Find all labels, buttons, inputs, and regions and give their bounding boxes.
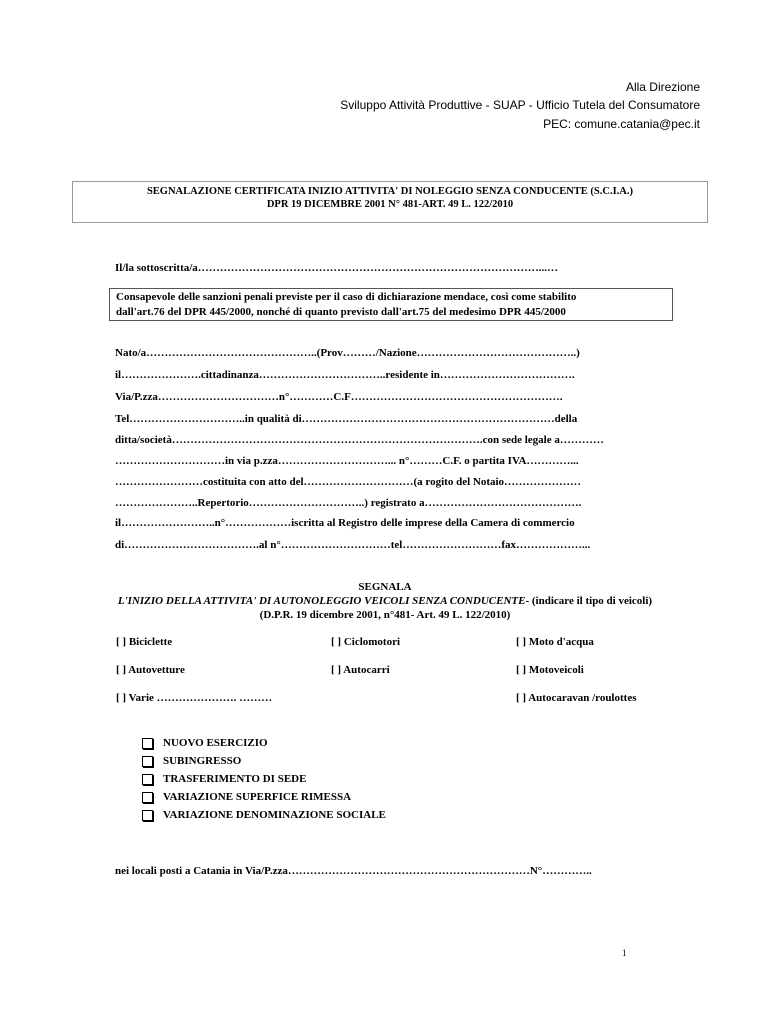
checkbox-label: TRASFERIMENTO DI SEDE [163,773,307,785]
checkbox-label: NUOVO ESERCIZIO [163,737,268,749]
option-biciclette[interactable]: [ ] Biciclette [116,636,173,648]
checkbox-item[interactable] [142,773,306,785]
document-title-line-1: SEGNALAZIONE CERTIFICATA INIZIO ATTIVITA' DI NOLEGGIO SENZA CONDUCENTE (S.C.I.A.) [146,186,634,197]
declaration-box [109,288,673,321]
option-motoveicoli[interactable]: [ ] Motoveicoli [516,664,584,676]
declaration-line-2: dall'art.76 del DPR 445/2000, nonché di quanto previsto dall'art.75 del medesimo DPR 445/2000 [116,306,566,318]
field-line: Via/P.zza……………………………n°…………C.F…………………………………………………. [115,391,563,403]
checkbox-square-icon[interactable] [142,756,153,767]
field-line: il………………….cittadinanza……………………………..residente in………………………………. [115,369,575,381]
field-line: …………………………in via p.zza…………………………... n°………C.F. o partita IVA…………... [115,455,579,467]
segnala-reference: (D.P.R. 19 dicembre 2001, n°481- Art. 49 L. 122/2010) [259,609,511,621]
checkbox-square-icon[interactable] [142,774,153,785]
checkbox-item[interactable] [142,791,351,803]
document-title-line-2: DPR 19 DICEMBRE 2001 N° 481-ART. 49 L. 122/2010 [266,199,514,210]
checkbox-item[interactable] [142,737,268,749]
undersigned-field: Il/la sottoscritta/a…………………………………………………………………………………...… [115,262,559,274]
field-line: Nato/a………………………………………..(Prov………/Nazione……………………………………..) [115,347,580,359]
checkbox-label: VARIAZIONE DENOMINAZIONE SOCIALE [163,809,386,821]
option-moto-acqua[interactable]: [ ] Moto d'acqua [516,636,594,648]
checkbox-square-icon[interactable] [142,738,153,749]
field-line: il……………………..n°………………iscritta al Registro delle imprese della Camera di commercio [115,517,575,529]
field-line: di……………………………….al n°…………………………tel………………………fax………………... [115,539,591,551]
checkbox-label: VARIAZIONE SUPERFICE RIMESSA [163,791,352,803]
field-line: Tel…………………………..in qualità di……………………………………………………………della [115,413,578,425]
checkbox-item[interactable] [142,809,386,821]
segnala-heading: SEGNALA [358,581,412,593]
document-title-box [72,181,708,223]
option-varie[interactable]: [ ] Varie …………………. ……… [116,692,273,704]
recipient-line-1: Alla Direzione [625,80,700,94]
segnala-subheading [0,594,770,608]
page-number: 1 [622,948,627,958]
checkbox-square-icon[interactable] [142,792,153,803]
segnala-note: - (indicare il tipo di veicoli) [525,595,653,607]
option-autocaravan[interactable]: [ ] Autocaravan /roulottes [516,692,637,704]
premises-address-field: nei locali posti a Catania in Via/P.zza…………………………………………………………N°………….. [115,865,592,877]
checkbox-square-icon[interactable] [142,810,153,821]
option-autovetture[interactable]: [ ] Autovetture [116,664,185,676]
segnala-activity: L'INIZIO DELLA ATTIVITA' DI AUTONOLEGGIO VEICOLI SENZA CONDUCENTE [117,595,526,607]
option-ciclomotori[interactable]: [ ] Ciclomotori [331,636,401,648]
checkbox-label: SUBINGRESSO [163,755,242,767]
recipient-line-2: Sviluppo Attività Produttive - SUAP - Ufficio Tutela del Consumatore [340,98,700,112]
option-autocarri[interactable]: [ ] Autocarri [331,664,390,676]
checkbox-item[interactable] [142,755,241,767]
field-line: ……………………costituita con atto del…………………………(a rogito del Notaio………………… [115,476,582,488]
pec-address: PEC: comune.catania@pec.it [543,117,700,131]
declaration-line-1: Consapevole delle sanzioni penali previste per il caso di dichiarazione mendace, così come stabilito [116,291,577,303]
field-line: …………………..Repertorio…………………………..) registrato a……………………………………. [115,497,582,509]
field-line: ditta/società………………………………………………………………………….con sede legale a………… [115,434,604,446]
